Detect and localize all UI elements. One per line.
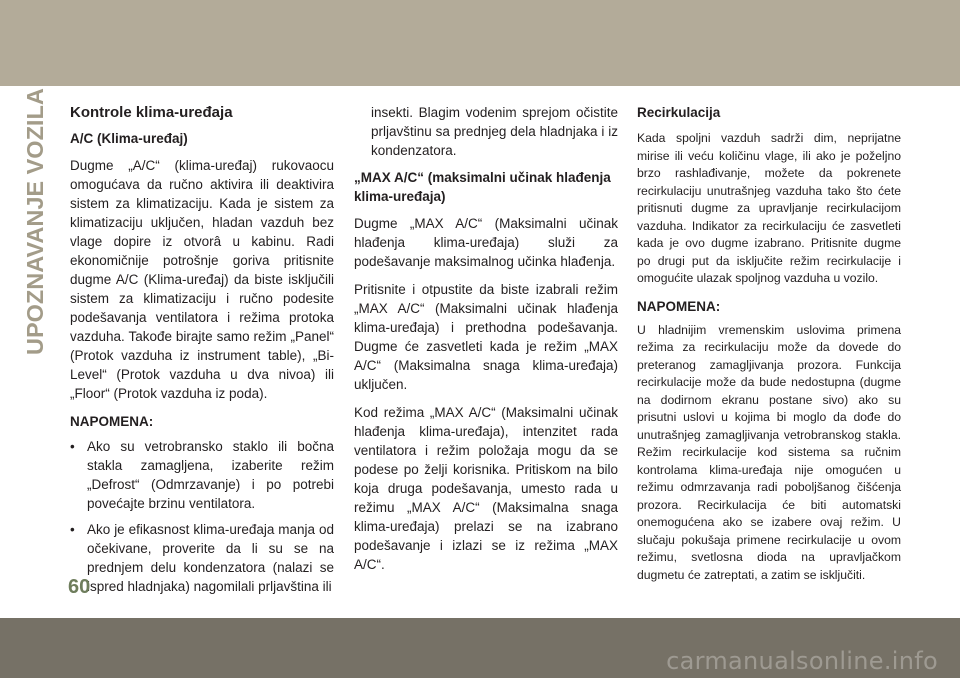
note-recirculation: U hladnijim vremenskim uslovima primena režima za recirkulaciju može da dovede do preteranog zamagljivanja prozora. Funkcija recirkulacije može da bude nedostupna (dugme na dodirnom ekranu postane sivo) ako su prisutni uslovi u kojima bi moglo da dođe do unutrašnjeg zamagljivanja vetrobranskog stakla. Režim recirkulacije kod sistema sa ručnim kontrolama klima-uređaja nije omogućen u režimu odmrzavanja radi poboljšanog čišćenja prozora. Recirkulacija će biti automatski onemogućena ako se izabere ovaj režim. U slučaju pokušaja primene recirkulacije u ovom režimu, svetlosna dioda na upravljačkom dugmetu će zatreptati, a zatim se isključiti.: [637, 322, 901, 582]
bullet-continuation: insekti. Blagim vodenim sprejom očistite prljavštinu sa prednjeg dela hladnjaka i iz kondenzatora.: [371, 105, 618, 158]
column-middle: [354, 103, 618, 583]
header-band: [0, 0, 960, 86]
note-bullet-list: [70, 437, 334, 596]
section-heading-max-ac: „MAX A/C“ (maksimalni učinak hlađenja klima-uređaja): [354, 170, 611, 204]
column-left: [70, 103, 334, 603]
note-label: NAPOMENA:: [637, 298, 721, 314]
section-side-title: UPOZNAVANJE VOZILA: [22, 88, 48, 355]
paragraph: Pritisnite i otpustite da biste izabrali režim „MAX A/C“ (Maksimalni učinak hlađenja klima-uređaja) i prethodna podešavanja. Dugme će zasvetleti kada je režim „MAX A/C“ (Maksimalna snaga klima-uređaja) uključen.: [354, 282, 618, 392]
list-item: • Ako je efikasnost klima-uređaja manja od očekivane, proverite da li su se na prednjem delu kondenzatora (nalazi se ispred hladnjaka) nagomilali prljavština ili: [70, 520, 334, 596]
paragraph-recirculation: Kada spoljni vazduh sadrži dim, neprijatne mirise ili veću količinu vlage, ili ako je poželjno brzo rashlađivanje, možete da pokrenete recirkulaciju unutrašnjeg vazduha tako što ćete pritisnuti dugme za upravljanje recirkulacijom vazduha. Indikator za recirkulaciju će zasvetleti kada je ovo dugme izabrano. Pritisnite dugme po drugi put da isključite režim recirkulacije i omogućite ulazak spoljnog vazduha u vozilo.: [637, 131, 901, 285]
section-heading-recirculation: Recirkulacija: [637, 105, 721, 120]
note-label: NAPOMENA:: [70, 414, 154, 429]
column-right: [637, 103, 901, 593]
section-heading-climate-controls: Kontrole klima-uređaja: [70, 104, 233, 121]
paragraph: Dugme „MAX A/C“ (Maksimalni učinak hlađenja klima-uređaja) služi za podešavanje maksimalnog učinka hlađenja.: [354, 216, 618, 269]
subheading-ac: A/C (Klima-uređaj): [70, 131, 188, 146]
paragraph-ac: Dugme „A/C“ (klima-uređaj) rukovaocu omogućava da ručno aktivira ili deaktivira sistem za klimatizaciju. Kada je sistem za klimatizaciju uključen, hladan vazduh bez vlage dopire iz otvorâ u kabinu. Radi ekonomičnije potrošnje goriva pritisnite dugme A/C (Klima-uređaj) da biste isključili sistem za klimatizaciju i ručno podesite podešavanja ventilatora i režima protoka vazduha. Takođe birajte samo režim „Panel“ (Protok vazduha iz instrument table), „Bi-Level“ (Protok vazduha u dva nivoa) ili „Floor“ (Protok vazduha iz poda).: [70, 158, 334, 401]
paragraph: Kod režima „MAX A/C“ (Maksimalni učinak hlađenja klima-uređaja), intenzitet rada ventilatora i režim položaja mogu da se podese po želji korisnika. Pritiskom na bilo koja druga podešavanja, umesto rada u režimu „MAX A/C“ (Maksimalna snaga klima-uređaja) prelazi se na izabrano podešavanje i izlazi se iz režima „MAX A/C“.: [354, 405, 618, 572]
list-item: • Ako su vetrobransko staklo ili bočna stakla zamagljena, izaberite režim „Defrost“ (Odmrzavanje) i po potrebi povećajte brzinu ventilatora.: [70, 437, 334, 513]
watermark-text: carmanualsonline.info: [666, 647, 938, 675]
page-number: 60: [68, 576, 91, 598]
